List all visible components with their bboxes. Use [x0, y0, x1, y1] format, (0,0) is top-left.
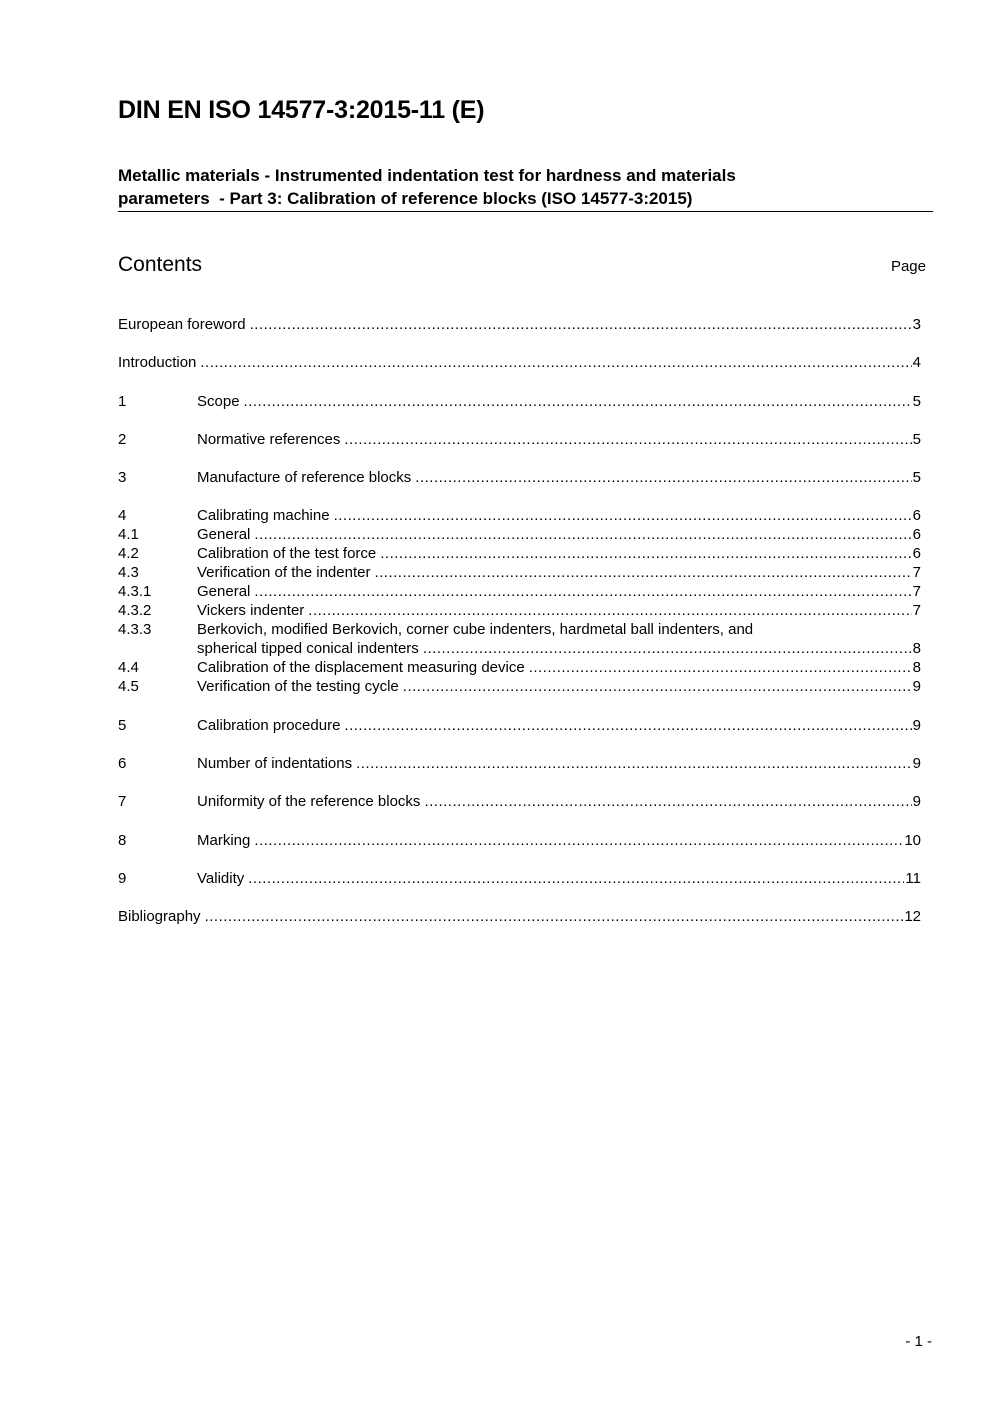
toc-entry-title: Calibrating machine — [197, 507, 330, 525]
toc-entry-title: Normative references — [197, 430, 341, 448]
toc-entry-number: 8 — [118, 831, 127, 849]
toc-entry-number: 4.5 — [118, 678, 139, 696]
toc-entry-page: 9 — [912, 678, 921, 696]
toc-entry[interactable] — [118, 658, 921, 677]
toc-entry-title: General — [197, 526, 251, 544]
toc-dot-leader — [254, 582, 911, 601]
toc-entry-title: Marking — [197, 831, 251, 849]
toc-entry-page: 3 — [912, 316, 921, 333]
toc-entry[interactable] — [118, 525, 921, 544]
toc-dot-leader — [415, 468, 911, 487]
toc-dot-leader — [205, 907, 904, 926]
toc-entry-title: Bibliography — [118, 908, 201, 926]
document-title: DIN EN ISO 14577-3:2015-11 (E) — [118, 96, 485, 124]
toc-entry-number: 1 — [118, 392, 127, 410]
toc-entry-page: 5 — [912, 430, 921, 448]
toc-entry-number: 4.2 — [118, 545, 139, 563]
toc-entry-page: 6 — [912, 526, 921, 544]
toc-entry[interactable] — [118, 869, 921, 888]
toc-entry-page: 6 — [912, 545, 921, 563]
toc-entry-number: 4.3.1 — [118, 583, 152, 601]
toc-entry-page: 7 — [912, 602, 921, 620]
toc-dot-leader — [200, 353, 911, 372]
table-of-contents — [118, 315, 921, 926]
toc-entry-page: 8 — [912, 659, 921, 677]
footer-page-number: - 1 - — [905, 1333, 932, 1350]
toc-entry-page: 9 — [912, 793, 921, 811]
page-column-label: Page — [890, 258, 926, 275]
toc-entry[interactable] — [118, 907, 921, 926]
toc-entry-title: Calibration procedure — [197, 716, 341, 734]
toc-entry[interactable] — [118, 430, 921, 449]
toc-entry-page: 5 — [912, 469, 921, 487]
toc-entry-page: 11 — [905, 869, 921, 887]
toc-entry[interactable] — [118, 754, 921, 773]
toc-entry-title: Introduction — [118, 354, 197, 372]
toc-entry-title: Scope — [197, 392, 240, 410]
toc-entry[interactable] — [118, 353, 921, 372]
toc-entry-number: 2 — [118, 430, 127, 448]
toc-entry-title: Validity — [197, 869, 245, 887]
toc-entry-number: 4.3 — [118, 564, 139, 582]
toc-dot-leader — [244, 392, 912, 411]
toc-dot-leader — [403, 677, 912, 696]
toc-dot-leader — [248, 869, 904, 888]
toc-entry-number: 6 — [118, 755, 127, 773]
toc-dot-leader — [356, 754, 912, 773]
toc-entry[interactable] — [118, 677, 921, 696]
toc-entry[interactable] — [118, 392, 921, 411]
toc-entry-title: Manufacture of reference blocks — [197, 469, 412, 487]
toc-entry-number: 9 — [118, 869, 127, 887]
toc-entry-title: European foreword — [118, 316, 246, 333]
toc-entry-number: 5 — [118, 716, 127, 734]
toc-entry-page: 12 — [904, 908, 921, 926]
toc-dot-leader — [380, 544, 911, 563]
toc-dot-leader — [344, 430, 911, 449]
toc-entry-title: Calibration of the test force — [197, 545, 377, 563]
toc-entry-number: 3 — [118, 469, 127, 487]
toc-dot-leader — [344, 716, 911, 735]
toc-dot-leader — [250, 315, 912, 334]
toc-dot-leader — [254, 831, 903, 850]
toc-entry[interactable] — [118, 831, 921, 850]
toc-entry-title: Vickers indenter — [197, 602, 305, 620]
toc-entry-number: 4.3.2 — [118, 602, 152, 620]
subtitle-line-2: parameters - Part 3: Calibration of reference blocks (ISO 14577-3:2015) — [118, 189, 693, 208]
toc-entry-wrapped[interactable] — [118, 620, 921, 658]
toc-dot-leader — [374, 563, 911, 582]
toc-entry-first-line — [118, 620, 921, 639]
toc-entry[interactable] — [118, 468, 921, 487]
toc-entry-page: 7 — [912, 564, 921, 582]
toc-entry-number: 4 — [118, 507, 127, 525]
toc-entry-title: General — [197, 583, 251, 601]
toc-entry-page: 5 — [912, 392, 921, 410]
toc-dot-leader — [529, 658, 912, 677]
toc-entry[interactable] — [118, 792, 921, 811]
toc-dot-leader — [423, 639, 912, 658]
toc-entry[interactable] — [118, 582, 921, 601]
toc-entry-page: 9 — [912, 755, 921, 773]
toc-entry-title-continued: spherical tipped conical indenters — [197, 640, 419, 658]
toc-entry[interactable] — [118, 544, 921, 563]
toc-entry[interactable] — [118, 563, 921, 582]
toc-entry-page: 10 — [904, 831, 921, 849]
toc-entry-number: 4.1 — [118, 526, 139, 544]
contents-heading: Contents — [118, 253, 203, 276]
toc-entry-page: 9 — [912, 716, 921, 734]
subtitle-line-1: Metallic materials - Instrumented indentation test for hardness and materials — [118, 166, 736, 185]
toc-entry[interactable] — [118, 716, 921, 735]
toc-entry-title: Verification of the testing cycle — [197, 678, 399, 696]
toc-entry-title: Verification of the indenter — [197, 564, 371, 582]
toc-entry-page: 6 — [912, 507, 921, 525]
toc-entry[interactable] — [118, 315, 921, 334]
toc-dot-leader — [424, 792, 911, 811]
toc-entry-page: 7 — [912, 583, 921, 601]
toc-entry-title: Calibration of the displacement measuring device — [197, 659, 525, 677]
toc-entry-title: Uniformity of the reference blocks — [197, 793, 421, 811]
toc-entry-number: 7 — [118, 793, 127, 811]
toc-entry-title: Berkovich, modified Berkovich, corner cube indenters, hardmetal ball indenters, and — [197, 621, 754, 639]
toc-entry-page: 8 — [912, 640, 921, 658]
toc-entry-number: 4.3.3 — [118, 621, 152, 639]
toc-entry-title: Number of indentations — [197, 755, 353, 773]
toc-entry-number: 4.4 — [118, 659, 139, 677]
document-subtitle — [118, 164, 933, 212]
toc-entry-second-line — [118, 639, 921, 658]
toc-dot-leader — [334, 506, 912, 525]
toc-entry[interactable] — [118, 506, 921, 525]
toc-entry-page: 4 — [912, 354, 921, 372]
toc-entry[interactable] — [118, 601, 921, 620]
toc-dot-leader — [254, 525, 911, 544]
toc-dot-leader — [308, 601, 911, 620]
